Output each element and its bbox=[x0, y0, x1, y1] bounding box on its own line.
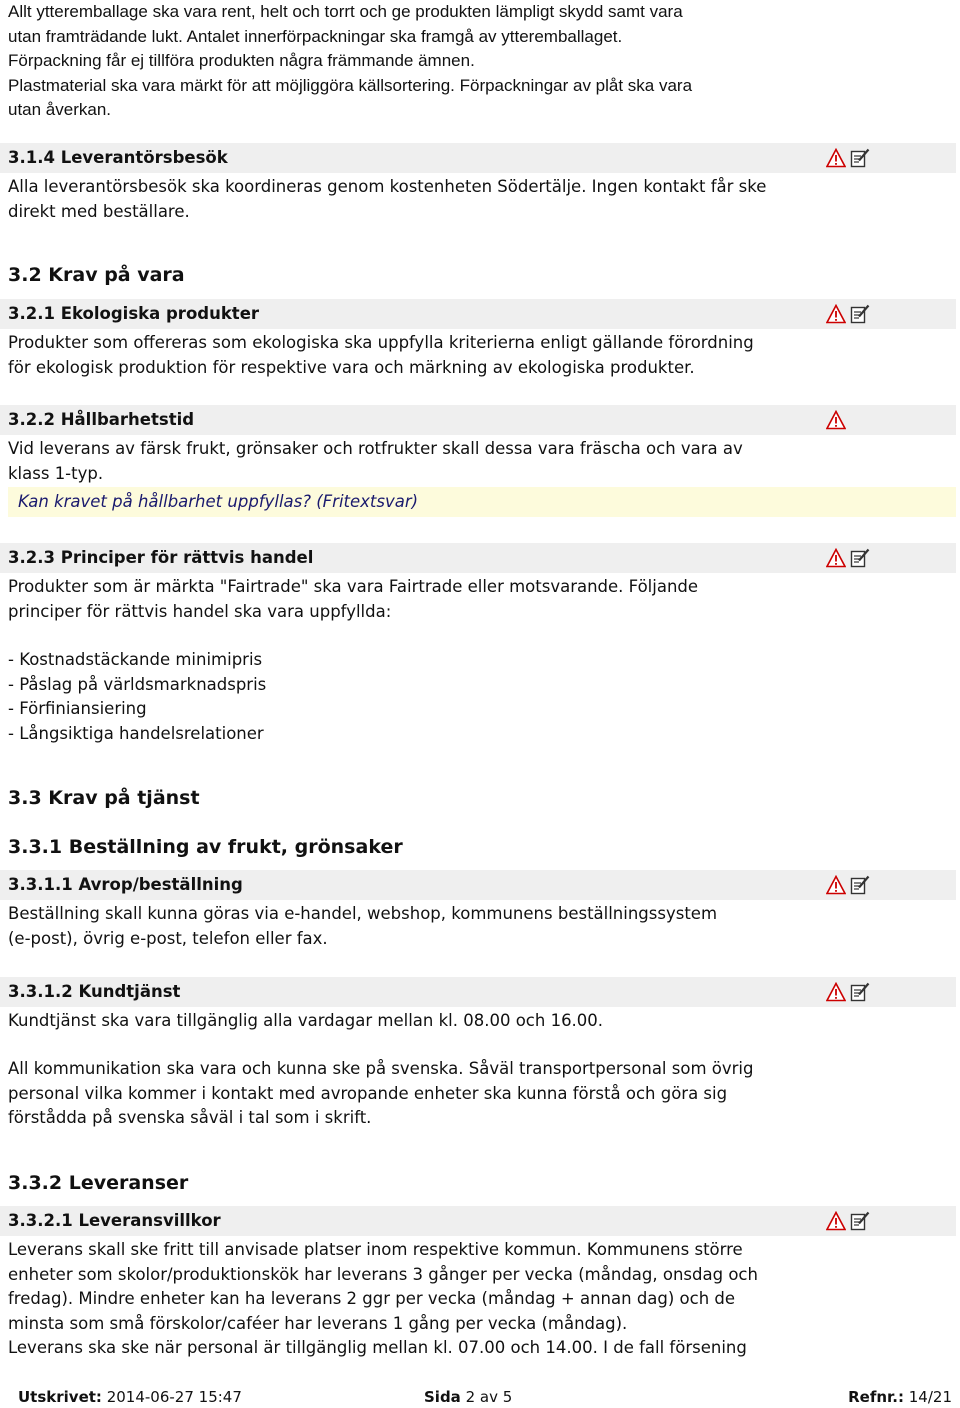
requirement-header-3-1-4 bbox=[0, 143, 956, 173]
edit-icon[interactable] bbox=[850, 875, 870, 895]
section-heading-3-3-2: 3.3.2 Leveranser bbox=[8, 1172, 189, 1194]
warning-icon[interactable] bbox=[826, 410, 846, 430]
printed-label: Utskrivet: bbox=[18, 1388, 102, 1406]
requirement-icons bbox=[826, 1211, 870, 1231]
requirement-title: 3.2.1 Ekologiska produkter bbox=[8, 304, 260, 323]
section-heading-3-3-1: 3.3.1 Beställning av frukt, grönsaker bbox=[8, 836, 403, 858]
requirement-title: 3.3.1.2 Kundtjänst bbox=[8, 982, 181, 1001]
requirement-title: 3.3.2.1 Leveransvillkor bbox=[8, 1211, 221, 1230]
requirement-icons bbox=[826, 548, 870, 568]
requirement-text: Beställning skall kunna göras via e-handel, webshop, kommunens beställningssystem (e-post), övrig e-post, telefon eller fax. bbox=[8, 904, 718, 948]
reference-number bbox=[848, 1388, 952, 1406]
principle-list: - Kostnadstäckande minimipris - Påslag på världsmarknadspris - Förfiniansiering - Långsiktiga handelsrelationer bbox=[8, 650, 267, 743]
intro-text: Allt ytteremballage ska vara rent, helt och torrt och ge produkten lämpligt skydd samt vara utan framträdande lukt. Antalet innerförpackningar ska framgå av ytteremballaget. Förpackning får ej tillföra produkten några främmande ämnen. Plastmaterial ska vara märkt för att möjliggöra källsortering. Förpackningar av plåt ska vara utan åverkan. bbox=[8, 2, 693, 120]
requirement-header-3-3-1-2 bbox=[0, 977, 956, 1007]
question-text: Kan kravet på hållbarhet uppfyllas? (Fritextsvar) bbox=[18, 492, 419, 511]
page-label: Sida bbox=[424, 1388, 461, 1406]
page-value: 2 av 5 bbox=[465, 1388, 513, 1406]
requirement-text-2: All kommunikation ska vara och kunna ske på svenska. Såväl transportpersonal som övrig personal vilka kommer i kontakt med avropande enheter ska kunna förstå och göra sig förstådda på svenska såväl i tal som i skrift. bbox=[8, 1059, 754, 1128]
warning-icon[interactable] bbox=[826, 548, 846, 568]
edit-icon[interactable] bbox=[850, 1211, 870, 1231]
requirement-icons bbox=[826, 982, 870, 1002]
requirement-title: 3.3.1.1 Avrop/beställning bbox=[8, 875, 243, 894]
ref-label: Refnr.: bbox=[848, 1388, 904, 1406]
requirement-header-3-3-1-1 bbox=[0, 870, 956, 900]
requirement-text: Alla leverantörsbesök ska koordineras genom kostenheten Södertälje. Ingen kontakt får ske direkt med beställare. bbox=[8, 177, 767, 221]
requirement-header-3-2-1 bbox=[0, 299, 956, 329]
requirement-text: Kundtjänst ska vara tillgänglig alla vardagar mellan kl. 08.00 och 16.00. bbox=[8, 1011, 604, 1030]
warning-icon[interactable] bbox=[826, 148, 846, 168]
warning-icon[interactable] bbox=[826, 1211, 846, 1231]
requirement-text: Produkter som är märkta "Fairtrade" ska vara Fairtrade eller motsvarande. Följande principer för rättvis handel ska vara uppfyllda: bbox=[8, 577, 699, 621]
requirement-text: Produkter som offereras som ekologiska ska uppfylla kriterierna enligt gällande förordning för ekologisk produktion för respektive vara och märkning av ekologiska produkter. bbox=[8, 333, 754, 377]
section-heading-3-3: 3.3 Krav på tjänst bbox=[8, 787, 200, 809]
ref-value: 14/21 bbox=[908, 1388, 952, 1406]
requirement-title: 3.2.3 Principer för rättvis handel bbox=[8, 548, 314, 567]
edit-icon[interactable] bbox=[850, 148, 870, 168]
printed-value: 2014-06-27 15:47 bbox=[106, 1388, 242, 1406]
edit-icon[interactable] bbox=[850, 982, 870, 1002]
requirement-title: 3.2.2 Hållbarhetstid bbox=[8, 410, 195, 429]
page-number bbox=[424, 1388, 512, 1406]
edit-icon[interactable] bbox=[850, 304, 870, 324]
requirement-header-3-2-3 bbox=[0, 543, 956, 573]
page-footer bbox=[0, 1388, 960, 1408]
requirement-icons bbox=[826, 148, 870, 168]
requirement-header-3-3-2-1 bbox=[0, 1206, 956, 1236]
requirement-icons bbox=[826, 410, 846, 430]
edit-icon[interactable] bbox=[850, 548, 870, 568]
requirement-text: Leverans skall ske fritt till anvisade platser inom respektive kommun. Kommunens större enheter som skolor/produktionskök har leverans 3 gånger per vecka (måndag, onsdag och fredag). Mindre enheter kan ha leverans 2 ggr per vecka (måndag + annan dag) och de minsta som små förskolor/caféer har leverans 1 gång per vecka (måndag). Leverans ska ske när personal är tillgänglig mellan kl. 07.00 och 14.00. I de fall försening bbox=[8, 1240, 758, 1358]
requirement-icons bbox=[826, 875, 870, 895]
requirement-icons bbox=[826, 304, 870, 324]
warning-icon[interactable] bbox=[826, 304, 846, 324]
requirement-title: 3.1.4 Leverantörsbesök bbox=[8, 148, 228, 167]
section-heading-3-2: 3.2 Krav på vara bbox=[8, 264, 185, 286]
question-box[interactable] bbox=[8, 487, 956, 517]
warning-icon[interactable] bbox=[826, 982, 846, 1002]
warning-icon[interactable] bbox=[826, 875, 846, 895]
requirement-text: Vid leverans av färsk frukt, grönsaker och rotfrukter skall dessa vara fräscha och vara av klass 1-typ. bbox=[8, 439, 743, 483]
requirement-header-3-2-2 bbox=[0, 405, 956, 435]
printed-date bbox=[18, 1388, 242, 1406]
